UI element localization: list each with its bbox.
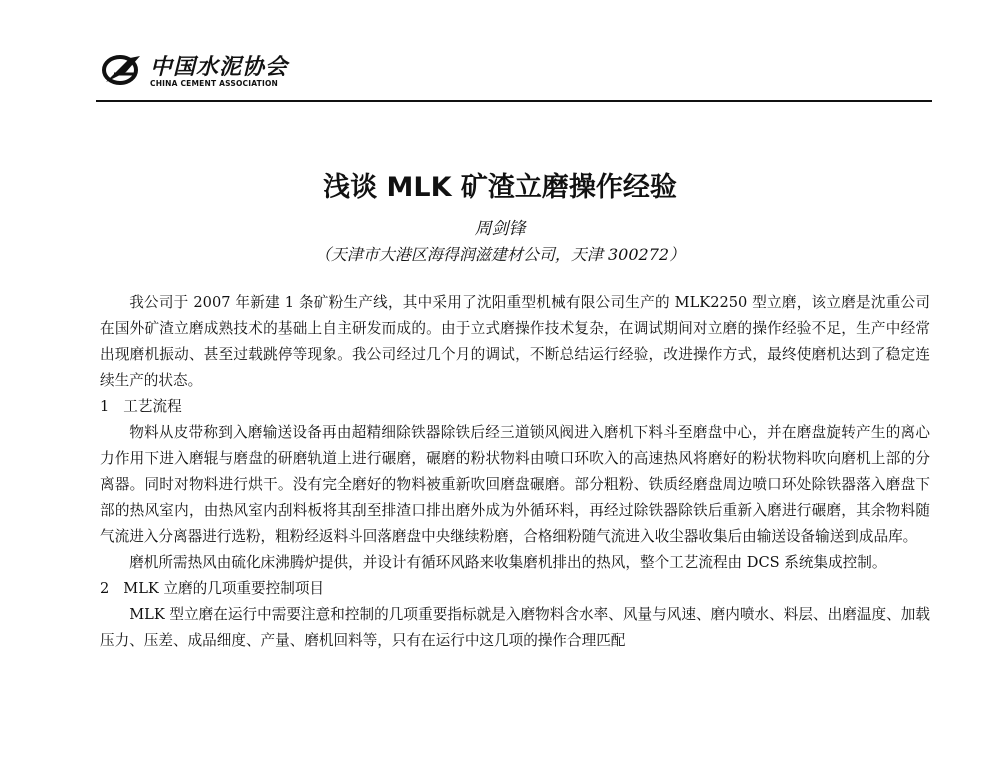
article-author: 周剑锋: [474, 219, 526, 239]
intro-paragraph: 我公司于 2007 年新建 1 条矿粉生产线，其中采用了沈阳重型机械有限公司生产的 MLK2250 型立磨，该立磨是沈重公司在国外矿渣立磨成熟技术的基础上自主研发而成的。由于立式磨操作技术复杂，在调试期间对立磨的操作经验不足，生产中经常出现磨机振动、甚至过载跳停等现象。我公司经过几个月的调试，不断总结运行经验，改进操作方式，最终使磨机达到了稳定连续生产的状态。: [100, 294, 930, 389]
section-title: MLK 立磨的几项重要控制项目: [123, 580, 325, 597]
section-number: 1: [100, 398, 110, 415]
body-paragraph: 磨机所需热风由硫化床沸腾炉提供，并设计有循环风路来收集磨机排出的热风，整个工艺流程由 DCS 系统集成控制。: [129, 554, 887, 571]
section-title: 工艺流程: [123, 398, 182, 415]
section-number: 2: [100, 580, 110, 597]
org-name-cn: 中国水泥协会: [150, 54, 289, 80]
article-body: [100, 290, 930, 654]
section-heading: [100, 576, 930, 602]
article-title: 浅谈 MLK 矿渣立磨操作经验: [323, 172, 677, 203]
header-divider: [96, 100, 932, 102]
body-paragraph: 物料从皮带称到入磨输送设备再由超精细除铁器除铁后经三道锁风阀进入磨机下料斗至磨盘中心，并在磨盘旋转产生的离心力作用下进入磨辊与磨盘的研磨轨道上进行碾磨，碾磨的粉状物料由喷口环吹入的高速热风将磨好的粉状物料吹向磨机上部的分离器。同时对物料进行烘干。没有完全磨好的物料被重新吹回磨盘碾磨。部分粗粉、铁质经磨盘周边喷口环处除铁器落入磨盘下部的热风室内，由热风室内刮料板将其刮至排渣口排出磨外成为外循环料，再经过除铁器除铁后重新入磨进行碾磨，其余物料随气流进入分离器进行选粉，粗粉经返料斗回落磨盘中央继续粉磨，合格细粉随气流进入收尘器收集后由输送设备输送到成品库。: [100, 424, 930, 545]
journal-header: [100, 46, 930, 102]
article-affiliation: （天津市大港区海得润滋建材公司，天津 300272）: [314, 245, 686, 264]
section-heading: [100, 394, 930, 420]
org-name-en: CHINA CEMENT ASSOCIATION: [150, 79, 279, 88]
cement-association-logo-icon: [100, 52, 144, 86]
body-paragraph: MLK 型立磨在运行中需要注意和控制的几项重要指标就是入磨物料含水率、风量与风速、磨内喷水、料层、出磨温度、加载压力、压差、成品细度、产量、磨机回料等，只有在运行中这几项的操作合理匹配: [100, 606, 930, 649]
